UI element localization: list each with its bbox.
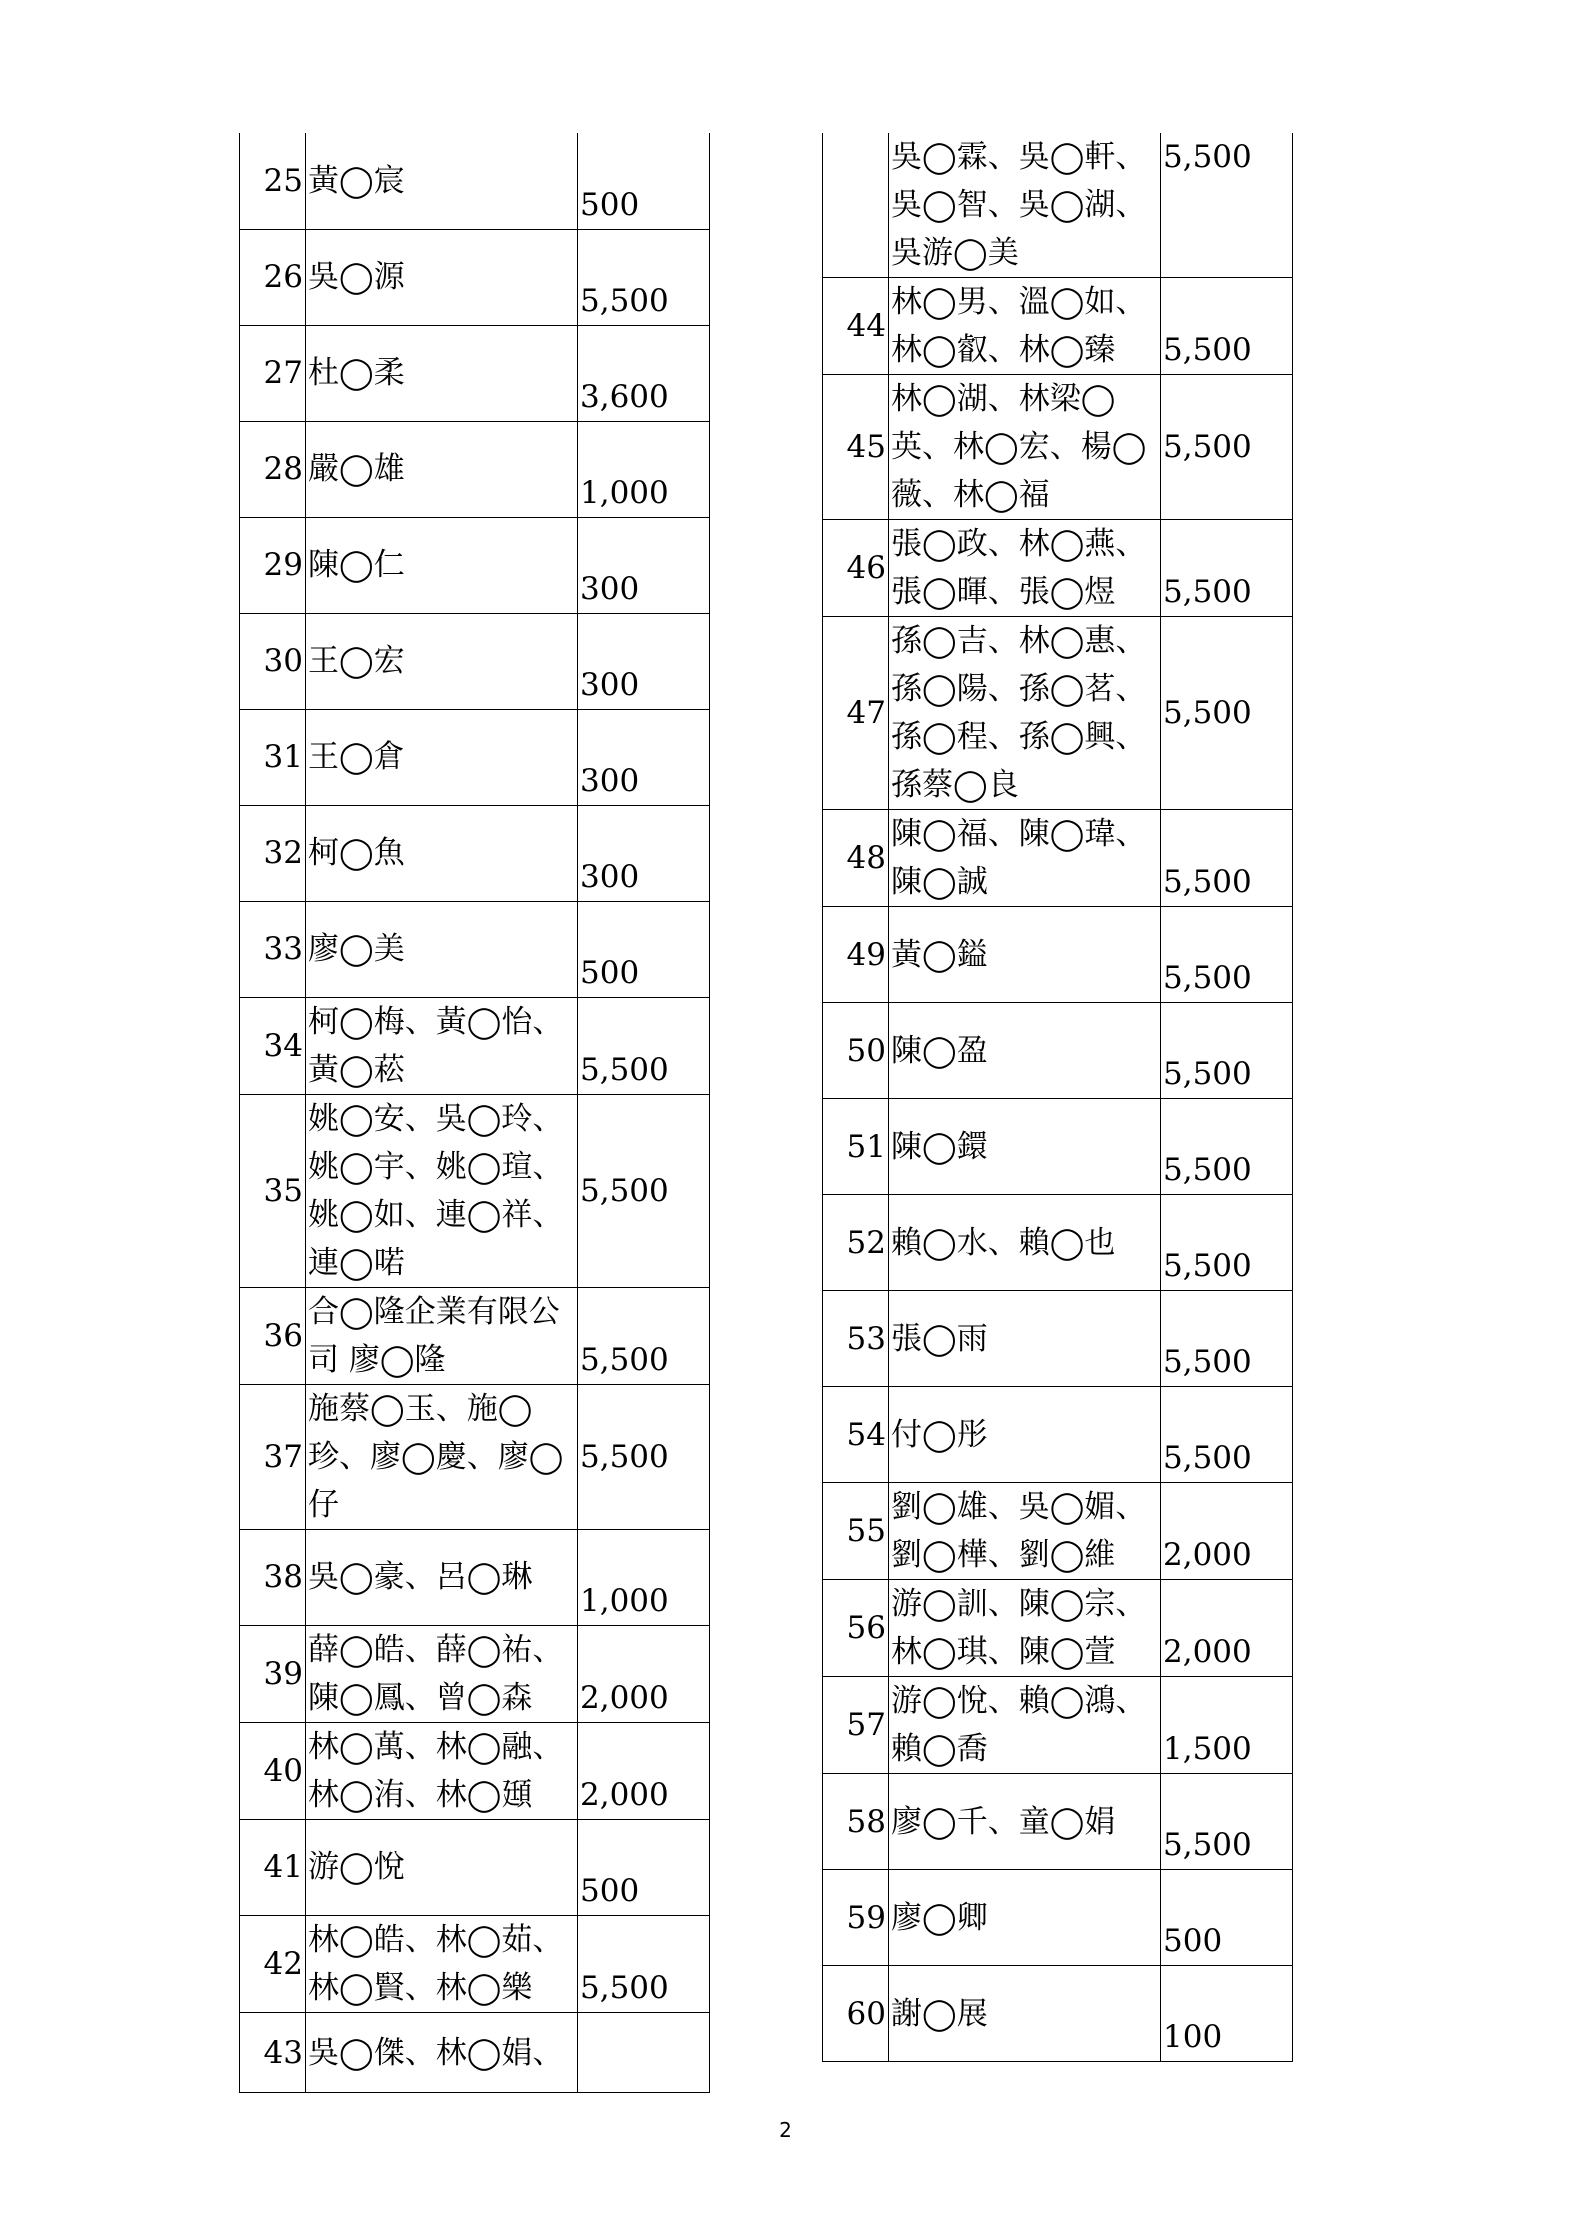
- row-number: 44: [823, 278, 889, 375]
- row-number: 40: [240, 1722, 306, 1819]
- donor-names: 陳◯鐶: [889, 1099, 1161, 1195]
- donor-names: 吳◯傑、林◯娟、: [306, 2012, 578, 2092]
- donor-names: 謝◯展: [889, 1966, 1161, 2062]
- table-row: [823, 1099, 1293, 1195]
- table-row: [823, 520, 1293, 617]
- donor-names: 游◯悅: [306, 1819, 578, 1915]
- right-donor-table: [822, 133, 1293, 2062]
- donor-names: 嚴◯雄: [306, 421, 578, 517]
- donor-names: 張◯雨: [889, 1291, 1161, 1387]
- donor-names: 林◯男、溫◯如、林◯叡、林◯臻: [889, 278, 1161, 375]
- donation-amount: [578, 2012, 710, 2092]
- donor-names: 林◯湖、林梁◯英、林◯宏、楊◯薇、林◯福: [889, 375, 1161, 520]
- donation-amount: 500: [578, 901, 710, 997]
- donor-names: 合◯隆企業有限公司 廖◯隆: [306, 1287, 578, 1384]
- row-number: 57: [823, 1677, 889, 1774]
- donation-amount: 5,500: [578, 1915, 710, 2012]
- donation-amount: 500: [578, 1819, 710, 1915]
- donation-amount: 5,500: [1161, 133, 1293, 278]
- row-number: 41: [240, 1819, 306, 1915]
- row-number: 47: [823, 617, 889, 810]
- donation-amount: 100: [1161, 1966, 1293, 2062]
- table-row: [240, 613, 710, 709]
- donor-names: 林◯萬、林◯融、林◯洧、林◯頲: [306, 1722, 578, 1819]
- table-row: [240, 1384, 710, 1529]
- donation-amount: 5,500: [1161, 1291, 1293, 1387]
- donation-amount: 5,500: [1161, 1003, 1293, 1099]
- donation-amount: 500: [1161, 1870, 1293, 1966]
- donor-names: 薛◯皓、薛◯祐、陳◯鳳、曾◯森: [306, 1625, 578, 1722]
- donor-names: 陳◯仁: [306, 517, 578, 613]
- row-number: 29: [240, 517, 306, 613]
- table-row: [823, 1966, 1293, 2062]
- row-number: 42: [240, 1915, 306, 2012]
- donor-names: 姚◯安、吳◯玲、姚◯宇、姚◯瑄、姚◯如、連◯祥、連◯喏: [306, 1094, 578, 1287]
- row-number: 45: [823, 375, 889, 520]
- donation-amount: 300: [578, 517, 710, 613]
- table-row: [240, 421, 710, 517]
- donation-amount: 2,000: [1161, 1580, 1293, 1677]
- donation-amount: 2,000: [1161, 1483, 1293, 1580]
- row-number: 46: [823, 520, 889, 617]
- donation-amount: 5,500: [1161, 810, 1293, 907]
- row-number: [823, 133, 889, 278]
- table-row: [240, 901, 710, 997]
- donor-names: 張◯政、林◯燕、張◯暉、張◯煜: [889, 520, 1161, 617]
- table-row: [240, 1819, 710, 1915]
- row-number: 39: [240, 1625, 306, 1722]
- donation-amount: 5,500: [1161, 1099, 1293, 1195]
- donation-amount: 2,000: [578, 1625, 710, 1722]
- donation-amount: 5,500: [1161, 520, 1293, 617]
- table-row: [823, 1387, 1293, 1483]
- row-number: 28: [240, 421, 306, 517]
- table-row: [823, 810, 1293, 907]
- table-row: [823, 133, 1293, 278]
- table-row: [240, 997, 710, 1094]
- table-row: [240, 517, 710, 613]
- table-row: [240, 2012, 710, 2092]
- table-row: [240, 133, 710, 229]
- donation-amount: 5,500: [1161, 375, 1293, 520]
- donation-amount: 300: [578, 613, 710, 709]
- donation-amount: 5,500: [578, 1384, 710, 1529]
- donation-amount: 2,000: [578, 1722, 710, 1819]
- donation-amount: 1,000: [578, 421, 710, 517]
- left-donor-table: [239, 133, 710, 2093]
- donor-names: 王◯倉: [306, 709, 578, 805]
- row-number: 34: [240, 997, 306, 1094]
- row-number: 53: [823, 1291, 889, 1387]
- table-row: [240, 805, 710, 901]
- row-number: 58: [823, 1774, 889, 1870]
- donation-amount: 5,500: [1161, 1387, 1293, 1483]
- row-number: 59: [823, 1870, 889, 1966]
- table-row: [240, 1529, 710, 1625]
- table-row: [240, 229, 710, 325]
- donor-names: 陳◯福、陳◯瑋、陳◯誠: [889, 810, 1161, 907]
- donor-names: 杜◯柔: [306, 325, 578, 421]
- table-row: [823, 1483, 1293, 1580]
- donor-names: 游◯悅、賴◯鴻、賴◯喬: [889, 1677, 1161, 1774]
- page-number: 2: [779, 2118, 792, 2142]
- donor-names: 黃◯宸: [306, 133, 578, 229]
- table-row: [240, 709, 710, 805]
- table-row: [823, 617, 1293, 810]
- table-row: [823, 1774, 1293, 1870]
- table-row: [240, 1287, 710, 1384]
- row-number: 25: [240, 133, 306, 229]
- donation-amount: 5,500: [1161, 278, 1293, 375]
- donor-names: 柯◯梅、黃◯怡、黃◯菘: [306, 997, 578, 1094]
- donor-names: 柯◯魚: [306, 805, 578, 901]
- donation-amount: 5,500: [1161, 1195, 1293, 1291]
- row-number: 30: [240, 613, 306, 709]
- row-number: 35: [240, 1094, 306, 1287]
- table-row: [823, 1580, 1293, 1677]
- donation-amount: 5,500: [578, 1287, 710, 1384]
- row-number: 52: [823, 1195, 889, 1291]
- donation-amount: 1,500: [1161, 1677, 1293, 1774]
- row-number: 51: [823, 1099, 889, 1195]
- table-row: [240, 325, 710, 421]
- table-row: [823, 907, 1293, 1003]
- row-number: 27: [240, 325, 306, 421]
- donor-names: 賴◯水、賴◯也: [889, 1195, 1161, 1291]
- table-row: [823, 1291, 1293, 1387]
- donor-names: 廖◯卿: [889, 1870, 1161, 1966]
- donor-names: 付◯彤: [889, 1387, 1161, 1483]
- row-number: 43: [240, 2012, 306, 2092]
- row-number: 37: [240, 1384, 306, 1529]
- table-row: [240, 1722, 710, 1819]
- donor-names: 黃◯鎰: [889, 907, 1161, 1003]
- donation-amount: 5,500: [578, 997, 710, 1094]
- donor-names: 吳◯豪、呂◯琳: [306, 1529, 578, 1625]
- row-number: 54: [823, 1387, 889, 1483]
- donation-amount: 5,500: [578, 229, 710, 325]
- donor-names: 王◯宏: [306, 613, 578, 709]
- row-number: 56: [823, 1580, 889, 1677]
- row-number: 26: [240, 229, 306, 325]
- donor-names: 施蔡◯玉、施◯珍、廖◯慶、廖◯仔: [306, 1384, 578, 1529]
- donor-names: 吳◯霖、吳◯軒、吳◯智、吳◯湖、吳游◯美: [889, 133, 1161, 278]
- row-number: 32: [240, 805, 306, 901]
- donation-amount: 300: [578, 805, 710, 901]
- donation-amount: 3,600: [578, 325, 710, 421]
- donation-amount: 500: [578, 133, 710, 229]
- table-row: [823, 1870, 1293, 1966]
- table-row: [240, 1094, 710, 1287]
- donor-names: 林◯皓、林◯茹、林◯賢、林◯樂: [306, 1915, 578, 2012]
- row-number: 38: [240, 1529, 306, 1625]
- table-row: [240, 1915, 710, 2012]
- row-number: 36: [240, 1287, 306, 1384]
- donation-amount: 1,000: [578, 1529, 710, 1625]
- donor-names: 孫◯吉、林◯惠、孫◯陽、孫◯茗、孫◯程、孫◯興、孫蔡◯良: [889, 617, 1161, 810]
- donor-names: 廖◯美: [306, 901, 578, 997]
- donation-amount: 300: [578, 709, 710, 805]
- donation-amount: 5,500: [1161, 1774, 1293, 1870]
- row-number: 48: [823, 810, 889, 907]
- donation-amount: 5,500: [1161, 907, 1293, 1003]
- donor-names: 陳◯盈: [889, 1003, 1161, 1099]
- donor-names: 游◯訓、陳◯宗、林◯琪、陳◯萱: [889, 1580, 1161, 1677]
- row-number: 55: [823, 1483, 889, 1580]
- row-number: 50: [823, 1003, 889, 1099]
- donor-names: 吳◯源: [306, 229, 578, 325]
- row-number: 49: [823, 907, 889, 1003]
- donation-amount: 5,500: [1161, 617, 1293, 810]
- donor-names: 劉◯雄、吳◯媚、劉◯樺、劉◯維: [889, 1483, 1161, 1580]
- table-row: [823, 375, 1293, 520]
- row-number: 33: [240, 901, 306, 997]
- row-number: 60: [823, 1966, 889, 2062]
- row-number: 31: [240, 709, 306, 805]
- donation-amount: 5,500: [578, 1094, 710, 1287]
- table-row: [823, 278, 1293, 375]
- donor-names: 廖◯千、童◯娟: [889, 1774, 1161, 1870]
- table-row: [240, 1625, 710, 1722]
- table-row: [823, 1003, 1293, 1099]
- table-row: [823, 1195, 1293, 1291]
- table-row: [823, 1677, 1293, 1774]
